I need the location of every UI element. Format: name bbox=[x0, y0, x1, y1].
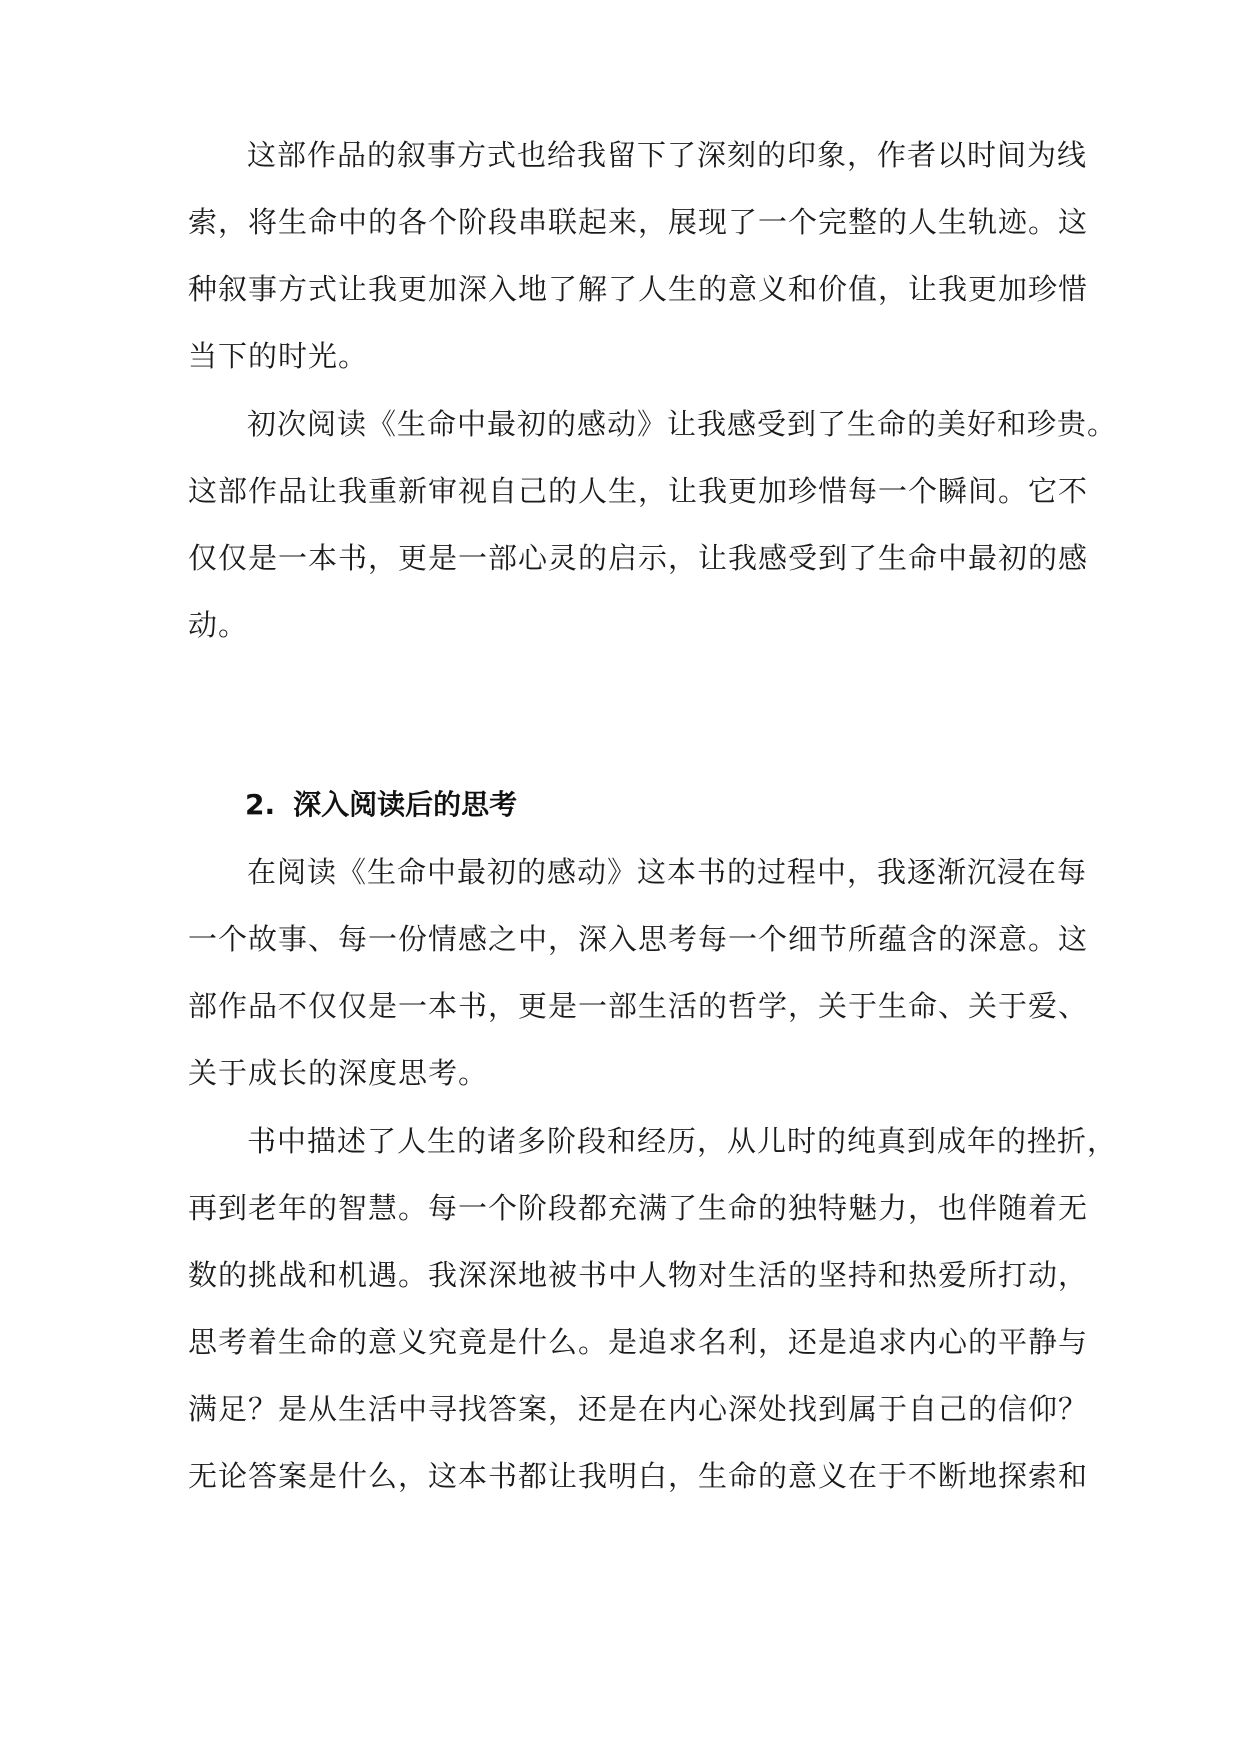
section-heading bbox=[245, 785, 517, 825]
text-line: 无论答案是什么，这本书都让我明白，生命的意义在于不断地探索和 bbox=[188, 1459, 1089, 1493]
text-line: 部作品不仅仅是一本书，更是一部生活的哲学，关于生命、关于爱、 bbox=[188, 989, 1089, 1023]
text-line: 这部作品让我重新审视自己的人生，让我更加珍惜每一个瞬间。它不 bbox=[188, 474, 1089, 508]
text-line: 再到老年的智慧。每一个阶段都充满了生命的独特魅力，也伴随着无 bbox=[188, 1191, 1089, 1225]
section-title: 深入阅读后的思考 bbox=[293, 788, 518, 821]
text-line: 思考着生命的意义究竟是什么。是追求名利，还是追求内心的平静与 bbox=[188, 1325, 1089, 1359]
text-line: 当下的时光。 bbox=[188, 339, 369, 373]
text-line: 索，将生命中的各个阶段串联起来，展现了一个完整的人生轨迹。这 bbox=[188, 205, 1089, 239]
text-line: 这部作品的叙事方式也给我留下了深刻的印象，作者以时间为线 bbox=[247, 138, 1088, 172]
text-line: 一个故事、每一份情感之中，深入思考每一个细节所蕴含的深意。这 bbox=[188, 922, 1089, 956]
section-number: 2. bbox=[245, 788, 276, 821]
text-line: 数的挑战和机遇。我深深地被书中人物对生活的坚持和热爱所打动， bbox=[188, 1258, 1089, 1292]
text-line: 满足？是从生活中寻找答案，还是在内心深处找到属于自己的信仰？ bbox=[188, 1392, 1089, 1426]
text-line: 初次阅读《生命中最初的感动》让我感受到了生命的美好和珍贵。 bbox=[247, 407, 1118, 441]
text-line: 种叙事方式让我更加深入地了解了人生的意义和价值，让我更加珍惜 bbox=[188, 272, 1089, 306]
text-line: 书中描述了人生的诸多阶段和经历，从儿时的纯真到成年的挫折， bbox=[247, 1124, 1118, 1158]
text-line: 关于成长的深度思考。 bbox=[188, 1056, 489, 1090]
text-line: 动。 bbox=[188, 608, 249, 642]
text-line: 在阅读《生命中最初的感动》这本书的过程中，我逐渐沉浸在每 bbox=[247, 855, 1088, 889]
text-line: 仅仅是一本书，更是一部心灵的启示，让我感受到了生命中最初的感 bbox=[188, 541, 1089, 575]
